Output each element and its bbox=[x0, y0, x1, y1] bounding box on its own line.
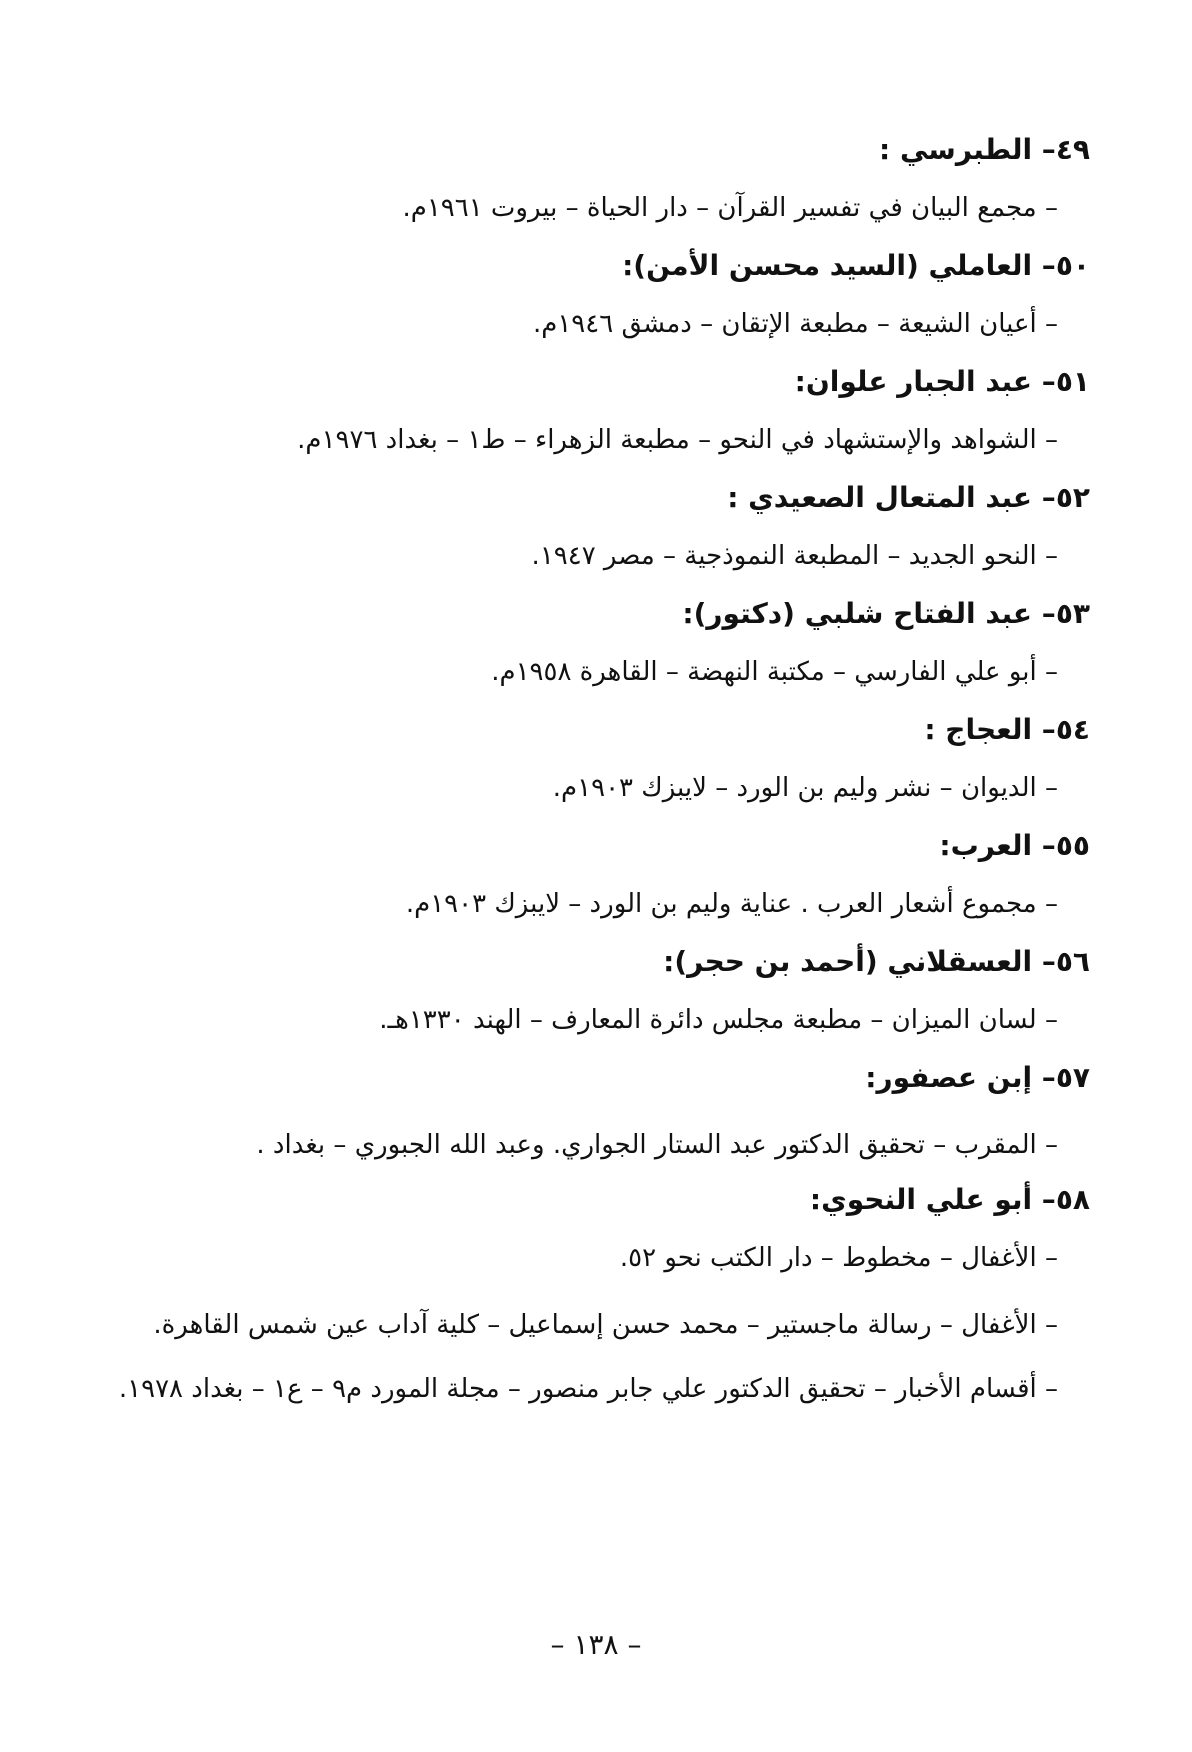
bibliography-list bbox=[100, 130, 1090, 1424]
bibliography-entry bbox=[100, 478, 1090, 576]
entry-heading: ٥٠– العاملي (السيد محسن الأمن): bbox=[622, 249, 1090, 282]
bibliography-entry bbox=[100, 710, 1090, 808]
bibliography-entry bbox=[100, 826, 1090, 924]
entry-item: – أبو علي الفارسي – مكتبة النهضة – القاهرة ١٩٥٨م. bbox=[491, 657, 1058, 687]
entry-item: – مجمع البيان في تفسير القرآن – دار الحياة – بيروت ١٩٦١م. bbox=[402, 193, 1058, 223]
entry-item: – الديوان – نشر وليم بن الورد – لايبزك ١٩٠٣م. bbox=[552, 773, 1058, 803]
entry-item: – الشواهد والإستشهاد في النحو – مطبعة الزهراء – ط١ – بغداد ١٩٧٦م. bbox=[297, 425, 1058, 455]
entry-heading: ٥٥– العرب: bbox=[939, 829, 1090, 862]
entry-heading: ٥٣– عبد الفتاح شلبي (دكتور): bbox=[682, 597, 1090, 630]
entry-item: – أقسام الأخبار – تحقيق الدكتور علي جابر منصور – مجلة المورد م٩ – ع١ – بغداد ١٩٧٨. bbox=[118, 1374, 1058, 1404]
entry-heading: ٥١– عبد الجبار علوان: bbox=[794, 365, 1090, 398]
entry-item: – لسان الميزان – مطبعة مجلس دائرة المعارف – الهند ١٣٣٠هـ. bbox=[379, 1005, 1058, 1035]
entry-item: – النحو الجديد – المطبعة النموذجية – مصر ١٩٤٧. bbox=[531, 541, 1058, 571]
entry-item: – المقرب – تحقيق الدكتور عبد الستار الجواري. وعبد الله الجبوري – بغداد . bbox=[256, 1130, 1058, 1160]
page-number: – ١٣٨ – bbox=[550, 1628, 642, 1661]
bibliography-entry bbox=[100, 942, 1090, 1040]
bibliography-entry bbox=[100, 130, 1090, 228]
bibliography-entry bbox=[100, 1058, 1090, 1174]
entry-heading: ٥٢– عبد المتعال الصعيدي : bbox=[727, 481, 1090, 514]
entry-heading: ٥٦– العسقلاني (أحمد بن حجر): bbox=[663, 945, 1090, 978]
bibliography-entry bbox=[100, 1180, 1090, 1418]
entry-item: – الأغفال – رسالة ماجستير – محمد حسن إسماعيل – كلية آداب عين شمس القاهرة. bbox=[153, 1310, 1058, 1340]
bibliography-entry bbox=[100, 362, 1090, 460]
bibliography-entry bbox=[100, 246, 1090, 344]
entry-heading: ٥٤– العجاج : bbox=[924, 713, 1090, 746]
entry-item: – أعيان الشيعة – مطبعة الإتقان – دمشق ١٩٤٦م. bbox=[532, 309, 1058, 339]
entry-item: – مجموع أشعار العرب . عناية وليم بن الورد – لايبزك ١٩٠٣م. bbox=[405, 889, 1058, 919]
entry-item: – الأغفال – مخطوط – دار الكتب نحو ٥٢. bbox=[619, 1243, 1058, 1273]
bibliography-entry bbox=[100, 594, 1090, 692]
entry-heading: ٤٩– الطبرسي : bbox=[879, 133, 1090, 166]
entry-heading: ٥٨– أبو علي النحوي: bbox=[809, 1183, 1090, 1216]
entry-heading: ٥٧– إبن عصفور: bbox=[865, 1061, 1090, 1094]
